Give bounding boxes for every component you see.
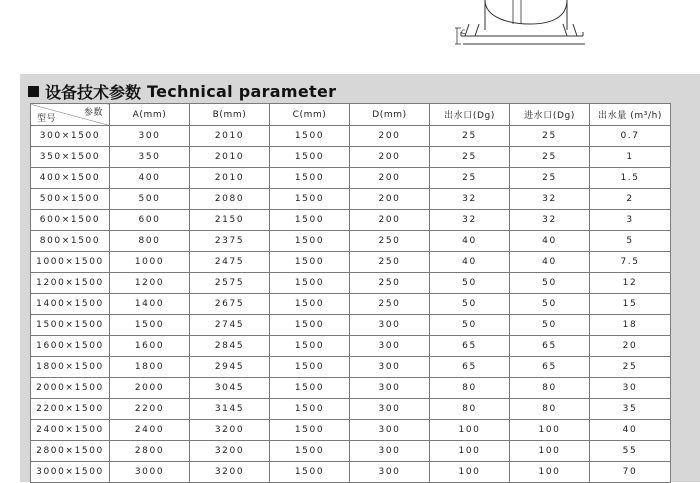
flow-cell: 55 — [590, 441, 671, 462]
table-row — [31, 336, 671, 357]
model-cell: 350×1500 — [31, 147, 110, 168]
square-bullet-icon — [28, 86, 39, 97]
flow-cell: 30 — [590, 378, 671, 399]
inlet-cell: 50 — [510, 273, 590, 294]
d-cell: 300 — [350, 399, 430, 420]
c-cell: 1500 — [270, 252, 350, 273]
b-cell: 2675 — [190, 294, 270, 315]
model-cell: 300×1500 — [31, 126, 110, 147]
flow-cell: 1.5 — [590, 168, 671, 189]
model-cell: 3000×1500 — [31, 462, 110, 483]
d-cell: 300 — [350, 357, 430, 378]
corner-label-parameter: 参数 — [83, 108, 103, 118]
flow-cell: 18 — [590, 315, 671, 336]
outlet-cell: 80 — [430, 399, 510, 420]
a-cell: 1600 — [110, 336, 190, 357]
a-cell: 400 — [110, 168, 190, 189]
a-cell: 350 — [110, 147, 190, 168]
a-cell: 3000 — [110, 462, 190, 483]
c-cell: 1500 — [270, 336, 350, 357]
c-cell: 1500 — [270, 357, 350, 378]
flow-cell: 2 — [590, 189, 671, 210]
inlet-cell: 40 — [510, 231, 590, 252]
inlet-cell: 65 — [510, 357, 590, 378]
flow-cell: 1 — [590, 147, 671, 168]
b-cell: 2010 — [190, 126, 270, 147]
flow-cell: 7.5 — [590, 252, 671, 273]
model-cell: 500×1500 — [31, 189, 110, 210]
d-cell: 200 — [350, 147, 430, 168]
d-cell: 300 — [350, 378, 430, 399]
c-cell: 1500 — [270, 126, 350, 147]
outlet-cell: 40 — [430, 231, 510, 252]
b-cell: 2010 — [190, 147, 270, 168]
column-header-d: D(mm) — [350, 104, 430, 126]
model-cell: 1600×1500 — [31, 336, 110, 357]
c-cell: 1500 — [270, 273, 350, 294]
heading-title-cn: 设备技术参数 — [45, 82, 142, 102]
inlet-cell: 100 — [510, 441, 590, 462]
table-row — [31, 147, 671, 168]
d-cell: 300 — [350, 336, 430, 357]
inlet-cell: 25 — [510, 168, 590, 189]
b-cell: 2080 — [190, 189, 270, 210]
inlet-cell: 50 — [510, 294, 590, 315]
table-row — [31, 441, 671, 462]
b-cell: 2475 — [190, 252, 270, 273]
outlet-cell: 50 — [430, 294, 510, 315]
flow-cell: 0.7 — [590, 126, 671, 147]
inlet-cell: 80 — [510, 399, 590, 420]
b-cell: 2010 — [190, 168, 270, 189]
inlet-cell: 32 — [510, 210, 590, 231]
b-cell: 2575 — [190, 273, 270, 294]
c-cell: 1500 — [270, 231, 350, 252]
table-corner-cell — [31, 104, 110, 126]
model-cell: 2200×1500 — [31, 399, 110, 420]
column-header-outlet: 出水口(Dg) — [430, 104, 510, 126]
inlet-cell: 100 — [510, 462, 590, 483]
flow-cell: 15 — [590, 294, 671, 315]
c-cell: 1500 — [270, 294, 350, 315]
table-row — [31, 315, 671, 336]
table-row — [31, 273, 671, 294]
d-cell: 300 — [350, 441, 430, 462]
outlet-cell: 80 — [430, 378, 510, 399]
d-cell: 300 — [350, 420, 430, 441]
column-header-c: C(mm) — [270, 104, 350, 126]
model-cell: 2400×1500 — [31, 420, 110, 441]
a-cell: 2400 — [110, 420, 190, 441]
b-cell: 2375 — [190, 231, 270, 252]
b-cell: 2945 — [190, 357, 270, 378]
c-cell: 1500 — [270, 147, 350, 168]
a-cell: 1500 — [110, 315, 190, 336]
d-cell: 250 — [350, 273, 430, 294]
b-cell: 2745 — [190, 315, 270, 336]
d-cell: 200 — [350, 126, 430, 147]
d-cell: 200 — [350, 189, 430, 210]
outlet-cell: 25 — [430, 126, 510, 147]
flow-cell: 3 — [590, 210, 671, 231]
a-cell: 1800 — [110, 357, 190, 378]
column-header-b: B(mm) — [190, 104, 270, 126]
table-row — [31, 252, 671, 273]
flow-cell: 35 — [590, 399, 671, 420]
model-cell: 1500×1500 — [31, 315, 110, 336]
model-cell: 800×1500 — [31, 231, 110, 252]
dimension-label-c: c — [461, 27, 466, 36]
flow-cell: 70 — [590, 462, 671, 483]
d-cell: 200 — [350, 210, 430, 231]
a-cell: 2000 — [110, 378, 190, 399]
inlet-cell: 65 — [510, 336, 590, 357]
column-header-a: A(mm) — [110, 104, 190, 126]
equipment-drawing — [455, 0, 595, 46]
table-row — [31, 168, 671, 189]
outlet-cell: 65 — [430, 336, 510, 357]
flow-cell: 5 — [590, 231, 671, 252]
inlet-cell: 25 — [510, 126, 590, 147]
model-cell: 2000×1500 — [31, 378, 110, 399]
a-cell: 800 — [110, 231, 190, 252]
model-cell: 1000×1500 — [31, 252, 110, 273]
table-row — [31, 231, 671, 252]
c-cell: 1500 — [270, 189, 350, 210]
c-cell: 1500 — [270, 378, 350, 399]
flow-cell: 40 — [590, 420, 671, 441]
column-header-inlet: 进水口(Dg) — [510, 104, 590, 126]
model-cell: 2800×1500 — [31, 441, 110, 462]
outlet-cell: 100 — [430, 420, 510, 441]
a-cell: 1400 — [110, 294, 190, 315]
model-cell: 400×1500 — [31, 168, 110, 189]
inlet-cell: 50 — [510, 315, 590, 336]
c-cell: 1500 — [270, 462, 350, 483]
model-cell: 600×1500 — [31, 210, 110, 231]
outlet-cell: 100 — [430, 441, 510, 462]
a-cell: 500 — [110, 189, 190, 210]
a-cell: 300 — [110, 126, 190, 147]
table-row — [31, 399, 671, 420]
c-cell: 1500 — [270, 210, 350, 231]
d-cell: 250 — [350, 252, 430, 273]
b-cell: 3045 — [190, 378, 270, 399]
inlet-cell: 100 — [510, 420, 590, 441]
a-cell: 1000 — [110, 252, 190, 273]
inlet-cell: 40 — [510, 252, 590, 273]
a-cell: 2800 — [110, 441, 190, 462]
b-cell: 2150 — [190, 210, 270, 231]
heading-title-en: Technical parameter — [147, 81, 337, 101]
a-cell: 2200 — [110, 399, 190, 420]
table-row — [31, 357, 671, 378]
d-cell: 300 — [350, 315, 430, 336]
c-cell: 1500 — [270, 420, 350, 441]
flow-cell: 20 — [590, 336, 671, 357]
outlet-cell: 32 — [430, 210, 510, 231]
outlet-cell: 32 — [430, 189, 510, 210]
inlet-cell: 25 — [510, 147, 590, 168]
outlet-cell: 65 — [430, 357, 510, 378]
d-cell: 250 — [350, 294, 430, 315]
a-cell: 1200 — [110, 273, 190, 294]
b-cell: 3200 — [190, 462, 270, 483]
d-cell: 200 — [350, 168, 430, 189]
parameter-table — [30, 103, 671, 483]
d-cell: 250 — [350, 231, 430, 252]
b-cell: 3200 — [190, 420, 270, 441]
corner-label-model: 型号 — [37, 114, 57, 124]
table-row — [31, 210, 671, 231]
b-cell: 3145 — [190, 399, 270, 420]
outlet-cell: 25 — [430, 147, 510, 168]
table-header-row — [31, 104, 671, 126]
a-cell: 600 — [110, 210, 190, 231]
column-header-flow: 出水量 (m³/h) — [590, 104, 671, 126]
model-cell: 1200×1500 — [31, 273, 110, 294]
inlet-cell: 32 — [510, 189, 590, 210]
inlet-cell: 80 — [510, 378, 590, 399]
outlet-cell: 50 — [430, 315, 510, 336]
table-row — [31, 420, 671, 441]
table-row — [31, 294, 671, 315]
table-row — [31, 462, 671, 483]
c-cell: 1500 — [270, 315, 350, 336]
section-heading — [28, 80, 336, 102]
c-cell: 1500 — [270, 399, 350, 420]
outlet-cell: 50 — [430, 273, 510, 294]
table-row — [31, 378, 671, 399]
d-cell: 300 — [350, 462, 430, 483]
b-cell: 2845 — [190, 336, 270, 357]
outlet-cell: 25 — [430, 168, 510, 189]
table-row — [31, 189, 671, 210]
c-cell: 1500 — [270, 168, 350, 189]
b-cell: 3200 — [190, 441, 270, 462]
flow-cell: 25 — [590, 357, 671, 378]
model-cell: 1800×1500 — [31, 357, 110, 378]
outlet-cell: 100 — [430, 462, 510, 483]
outlet-cell: 40 — [430, 252, 510, 273]
c-cell: 1500 — [270, 441, 350, 462]
table-row — [31, 126, 671, 147]
flow-cell: 12 — [590, 273, 671, 294]
model-cell: 1400×1500 — [31, 294, 110, 315]
